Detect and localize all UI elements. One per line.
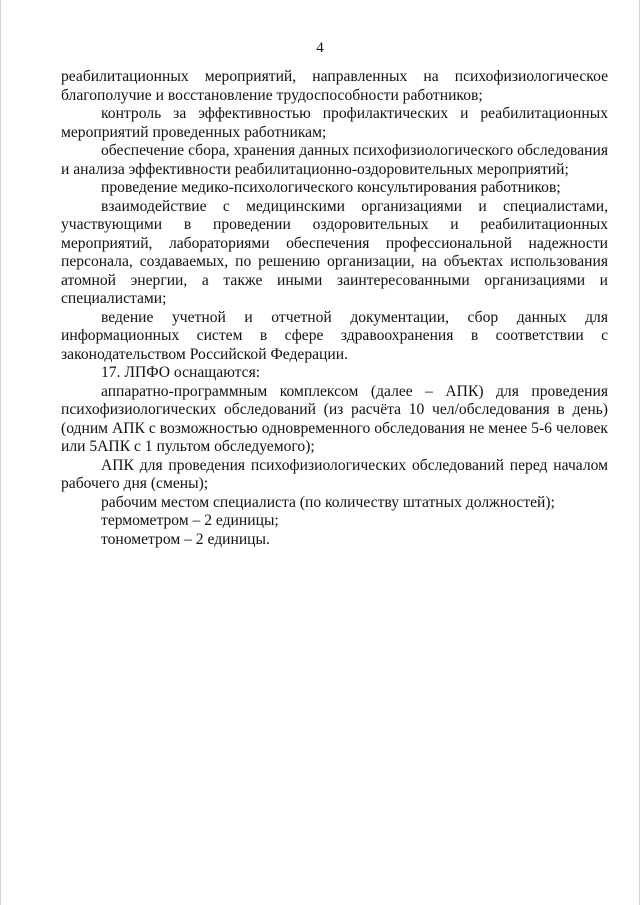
paragraph-workplace: рабочим местом специалиста (по количеству штатных должностей); [101,493,555,511]
paragraph-documentation: ведение учетной и отчетной документации, сбор данных для информационных систем в сфере здравоохранения в соответствии с законодательством Российской Федерации. [61,308,608,363]
paragraph-apk-complex: аппаратно-программным комплексом (далее – АПК) для проведения психофизиологических обследований (из расчёта 10 чел/обследования в день) (одним АПК с возможностью одновременного обследования не менее 5-6 человек или 5АПК с 1 пультом обследуемого); [61,382,608,455]
paragraph-interaction: взаимодействие с медицинскими организациями и специалистами, участвующими в проведении оздоровительных и реабилитационных мероприятий, лабораториями обеспечения профессиональной надежности персонала, создаваемых, по решению организации, на объектах использования атомной энергии, а также иными заинтересованными организациями и специалистами; [61,197,608,307]
paragraph-consulting: проведение медико-психологического консультирования работников; [101,179,561,196]
paragraph-section-17-heading: 17. ЛПФО оснащаются: [101,364,261,381]
paragraph-apk-pre-shift: АПК для проведения психофизиологических обследований перед началом рабочего дня (смены); [61,456,608,492]
paragraph-tonometer: тонометром – 2 единицы. [101,530,270,548]
paragraph-data-collection: обеспечение сбора, хранения данных психофизиологического обследования и анализа эффективности реабилитационно-оздоровительных мероприятий; [61,142,608,178]
paragraph-rehabilitation-continuation: реабилитационных мероприятий, направленных на психофизиологическое благополучие и восстановление трудоспособности работников; [61,68,608,104]
paragraph-efficiency-control: контроль за эффективностью профилактических и реабилитационных мероприятий проведенных работникам; [61,105,608,141]
page-number: 4 [316,40,324,56]
document-body [61,68,608,549]
paragraph-thermometer: термометром – 2 единицы; [101,512,279,529]
